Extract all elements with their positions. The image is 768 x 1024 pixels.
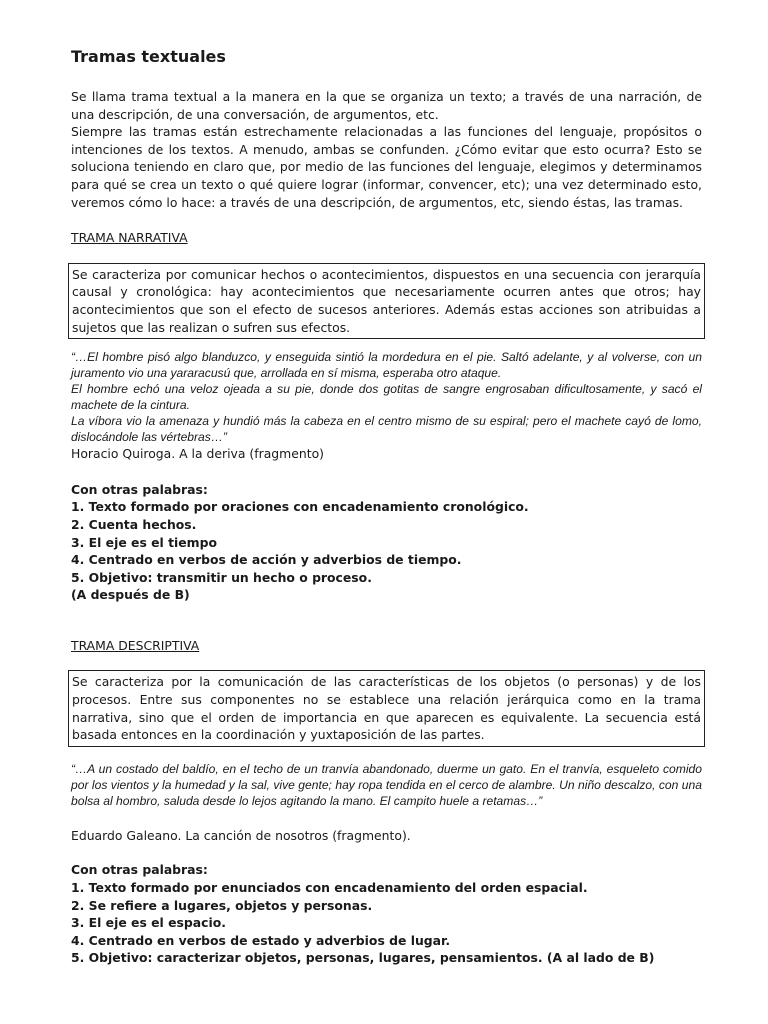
intro-paragraph-2: Siempre las tramas están estrechamente relacionadas a las funciones del lenguaje, propósitos o intenciones de los textos. A menudo, ambas se confunden. ¿Cómo evitar que esto ocurra? Esto se soluciona teniendo en claro que, por medio de las funciones del lenguaje, elegimos y determinamos para qué se crea un texto o qué quiere lograr (informar, convencer, etc); una vez determinado esto, veremos cómo lo hace: a través de una descripción, de argumentos, etc, siendo éstas, las tramas.: [71, 124, 702, 210]
document-page: [71, 46, 702, 967]
quote-narrativa: [71, 349, 702, 445]
list-item: (A después de B): [71, 587, 190, 603]
section-heading-narrativa: TRAMA NARRATIVA: [71, 230, 188, 246]
list-item: 1. Texto formado por enunciados con encadenamiento del orden espacial.: [71, 880, 588, 896]
summary-heading-descriptiva: Con otras palabras:: [71, 862, 208, 878]
intro-paragraph-1: Se llama trama textual a la manera en la que se organiza un texto; a través de una narración, de una descripción, de una conversación, de argumentos, etc.: [71, 89, 702, 122]
definition-text-descriptiva: Se caracteriza por la comunicación de las características de los objetos (o personas) y de los procesos. Entre sus componentes no se establece una relación jerárquica como en la trama narrativa, sino que el orden de importancia en que aparecen es equivalente. La secuencia está basada entonces en la coordinación y yuxtaposición de las partes.: [72, 674, 701, 743]
list-item: 1. Texto formado por oraciones con encadenamiento cronológico.: [71, 499, 529, 515]
quote-line: “…El hombre pisó algo blanduzco, y enseguida sintió la mordedura en el pie. Saltó adelante, y al volverse, con un juramento vio una yararacusú que, arrollada en sí misma, esperaba otro ataque.: [71, 350, 702, 381]
page-title: Tramas textuales: [71, 47, 226, 66]
summary-list-descriptiva: [71, 879, 702, 967]
definition-box-narrativa: [68, 263, 705, 339]
summary-list-narrativa: [71, 498, 702, 604]
definition-box-descriptiva: [68, 670, 705, 746]
list-item: 5. Objetivo: transmitir un hecho o proceso.: [71, 569, 372, 585]
list-item: 2. Cuenta hechos.: [71, 516, 197, 532]
definition-text-narrativa: Se caracteriza por comunicar hechos o acontecimientos, dispuestos en una secuencia con jerarquía causal y cronológica: hay acontecimientos que necesariamente ocurren antes que otros; hay acontecimientos que son el efecto de sucesos anteriores. Además estas acciones son atribuidas a sujetos que las realizan o sufren sus efectos.: [72, 266, 701, 335]
list-item: 4. Centrado en verbos de acción y adverbios de tiempo.: [71, 552, 462, 568]
list-item: 5. Objetivo: caracterizar objetos, personas, lugares, pensamientos. (A al lado de B): [71, 950, 655, 966]
quote-source-descriptiva: Eduardo Galeano. La canción de nosotros (fragmento).: [71, 827, 411, 843]
list-item: 2. Se refiere a lugares, objetos y personas.: [71, 897, 373, 913]
section-heading-descriptiva: TRAMA DESCRIPTIVA: [71, 637, 200, 653]
summary-heading-narrativa: Con otras palabras:: [71, 481, 208, 497]
quote-line: El hombre echó una veloz ojeada a su pie, donde dos gotitas de sangre engrosaban dificultosamente, y sacó el machete de la cintura.: [71, 382, 702, 413]
list-item: 3. El eje es el tiempo: [71, 534, 217, 550]
list-item: 4. Centrado en verbos de estado y adverbios de lugar.: [71, 932, 451, 948]
quote-line: La víbora vio la amenaza y hundió más la cabeza en el centro mismo de su espiral; pero el machete cayó de lomo, dislocándole las vértebras…”: [71, 414, 702, 445]
quote-descriptiva: “…A un costado del baldío, en el techo de un tranvía abandonado, duerme un gato. En el tranvía, esqueleto comido por los vientos y la humedad y la sal, vive gente; hay ropa tendida en el cerco de alambre. Un niño descalzo, con una bolsa al hombro, saluda desde lo lejos agitando la mano. El campito huele a retamas…”: [71, 761, 702, 808]
list-item: 3. El eje es el espacio.: [71, 915, 226, 931]
quote-source-narrativa: Horacio Quiroga. A la deriva (fragmento): [71, 446, 324, 462]
